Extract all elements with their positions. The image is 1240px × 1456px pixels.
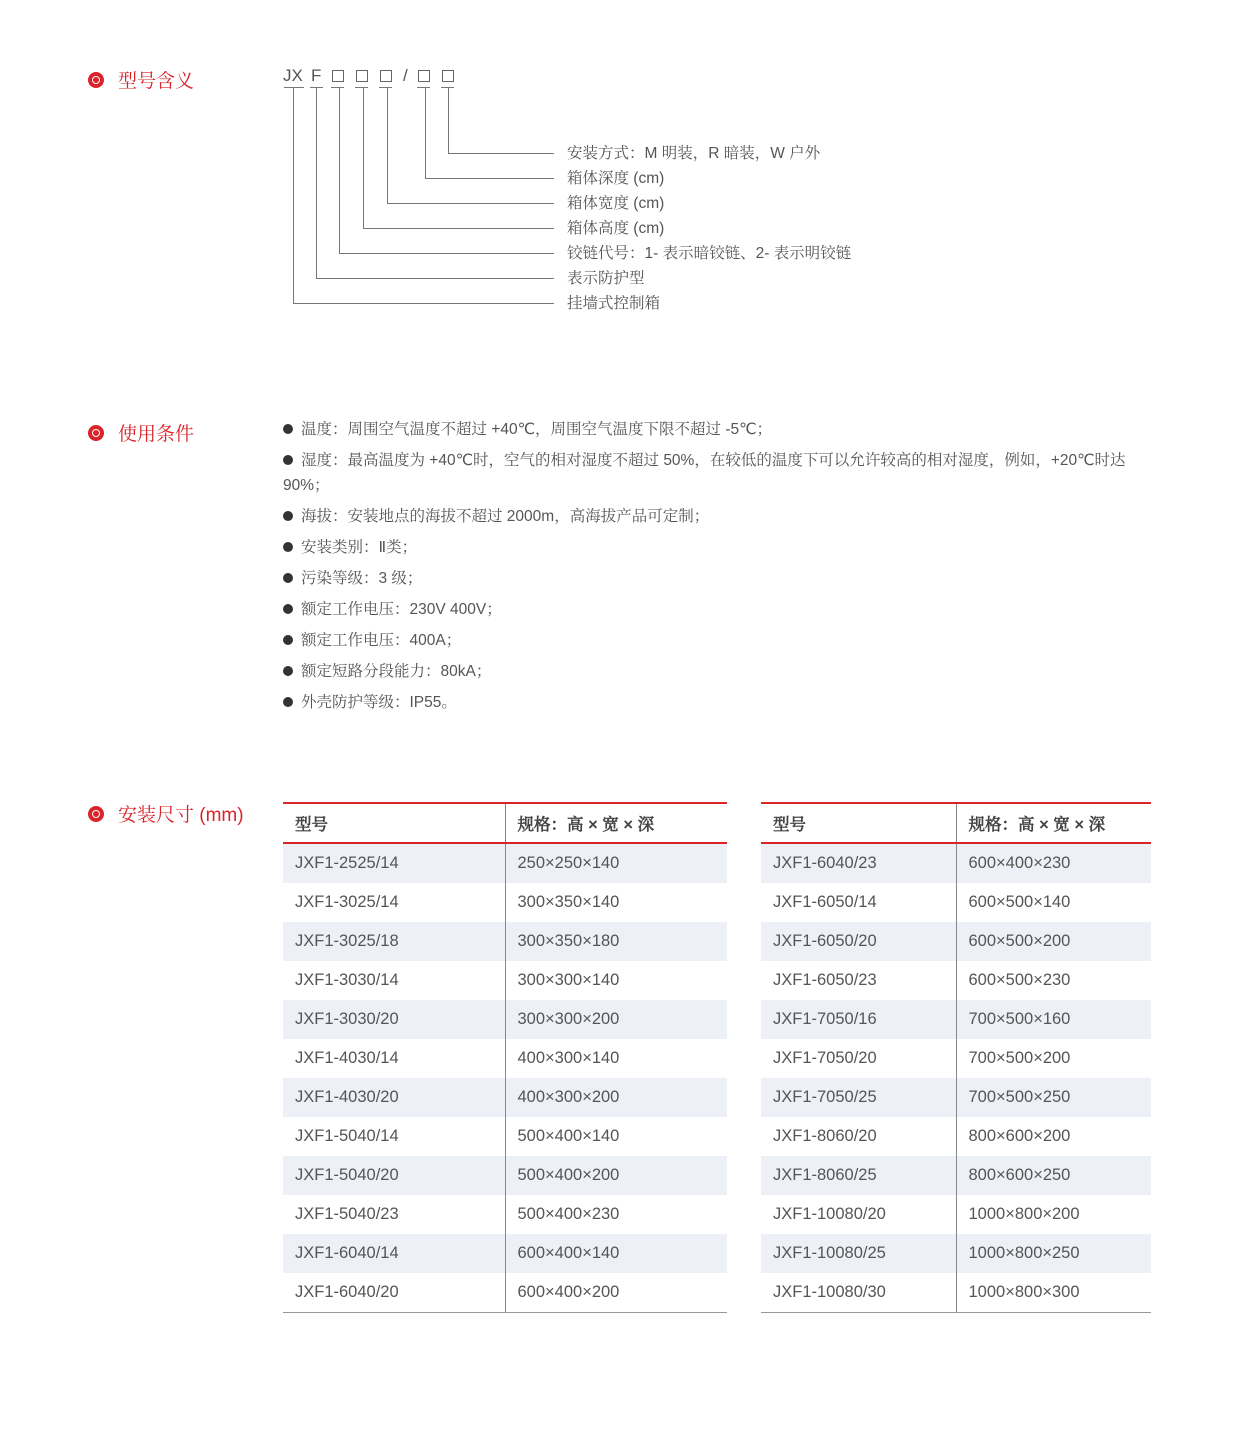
bullet-dot-icon (283, 511, 293, 521)
table-row (761, 883, 1151, 922)
bullet-dot-icon (283, 424, 293, 434)
table-row (283, 883, 727, 922)
dimensions-table-left (283, 802, 727, 1313)
condition-item: 额定工作电压：230V 400V； (283, 597, 1155, 622)
diagram-label-depth: 箱体深度 (cm) (567, 170, 665, 187)
leader-line (363, 88, 364, 228)
table-row (761, 1039, 1151, 1078)
cell-spec: 1000×800×250 (956, 1234, 1151, 1273)
cell-model: JXF1-5040/20 (283, 1156, 505, 1195)
cell-spec: 700×500×200 (968, 1049, 1071, 1067)
table-header-row (761, 803, 1151, 843)
cell-spec: 1000×800×200 (968, 1205, 1080, 1223)
cell-spec: 600×400×200 (505, 1273, 727, 1313)
cell-spec: 400×300×140 (517, 1049, 620, 1067)
cell-spec: 600×400×140 (505, 1234, 727, 1273)
leader-line (448, 88, 449, 153)
cell-model: JXF1-3025/14 (283, 883, 505, 922)
cell-spec: 600×500×200 (956, 922, 1151, 961)
leader-line (293, 303, 554, 304)
code-underline (355, 87, 368, 88)
table-body (761, 843, 1151, 1313)
table-row (761, 1156, 1151, 1195)
table-row (283, 1273, 727, 1313)
bullet-dot-icon (283, 573, 293, 583)
code-box-4 (418, 70, 430, 82)
bullet-dot-icon (283, 666, 293, 676)
leader-line (339, 253, 554, 254)
leader-line (425, 178, 554, 179)
leader-line (387, 88, 388, 203)
table-row (283, 1117, 727, 1156)
dimensions-table-right (761, 802, 1151, 1313)
diagram-label-hinge: 铰链代号：1- 表示暗铰链、2- 表示明铰链 (567, 245, 852, 262)
cell-spec: 1000×800×300 (956, 1273, 1151, 1313)
cell-model: JXF1-10080/25 (761, 1234, 956, 1273)
code-f: F (311, 66, 322, 85)
code-underline (284, 87, 304, 88)
code-box-3 (380, 70, 392, 82)
cell-spec: 500×400×230 (517, 1205, 620, 1223)
code-underline (379, 87, 392, 88)
table-row (283, 1156, 727, 1195)
leader-line (448, 153, 554, 154)
code-box-2 (356, 70, 368, 82)
table-row (761, 922, 1151, 961)
section-title-text: 安装尺寸 (mm) (118, 805, 244, 826)
diagram-label-width: 箱体宽度 (cm) (567, 195, 665, 212)
table-row (283, 961, 727, 1000)
cell-model: JXF1-10080/20 (761, 1195, 956, 1234)
table-row (283, 843, 727, 883)
cell-spec: 600×400×230 (956, 843, 1151, 883)
leader-line (293, 88, 294, 303)
section-title-conditions (88, 419, 194, 446)
table-row (283, 1078, 727, 1117)
section-bullet-icon (88, 806, 104, 822)
cell-spec: 500×400×140 (517, 1127, 620, 1145)
section-title-dimensions (88, 800, 244, 827)
cell-model: JXF1-2525/14 (283, 843, 505, 883)
bullet-dot-icon (283, 697, 293, 707)
cell-spec: 800×600×250 (956, 1156, 1151, 1195)
diagram-label-mounting: 安装方式：M 明装，R 暗装，W 户外 (567, 145, 821, 162)
table-row (761, 1195, 1151, 1234)
cell-spec: 400×300×200 (505, 1078, 727, 1117)
table-row (283, 1039, 727, 1078)
cell-model: JXF1-8060/25 (761, 1156, 956, 1195)
leader-line (316, 88, 317, 278)
bullet-dot-icon (283, 604, 293, 614)
cell-model: JXF1-3030/20 (283, 1000, 505, 1039)
leader-line (339, 88, 340, 253)
bullet-dot-icon (283, 455, 293, 465)
cell-model: JXF1-3025/18 (283, 922, 505, 961)
condition-item: 湿度：最高温度为 +40℃时，空气的相对湿度不超过 50%，在较低的温度下可以允许较高的相对湿度，例如，+20℃时达90%； (283, 452, 1126, 494)
column-header-model: 型号 (761, 803, 956, 843)
cell-spec: 500×400×200 (505, 1156, 727, 1195)
table-row (761, 1117, 1151, 1156)
code-underline (417, 87, 430, 88)
cell-model: JXF1-3030/14 (283, 961, 505, 1000)
section-bullet-icon (88, 72, 104, 88)
cell-model: JXF1-7050/25 (761, 1078, 956, 1117)
cell-model: JXF1-8060/20 (761, 1117, 956, 1156)
section-title-text: 型号含义 (118, 71, 195, 92)
cell-model: JXF1-5040/14 (283, 1117, 505, 1156)
table-row (761, 843, 1151, 883)
diagram-label-protection: 表示防护型 (567, 270, 645, 287)
column-header-spec: 规格：高 × 宽 × 深 (956, 803, 1151, 843)
cell-spec: 300×350×180 (505, 922, 727, 961)
code-slash: / (403, 66, 408, 85)
table-body (283, 843, 727, 1313)
condition-item: 外壳防护等级：IP55。 (283, 690, 1155, 715)
table-row (283, 922, 727, 961)
cell-model: JXF1-7050/20 (761, 1039, 956, 1078)
code-prefix: JX (283, 66, 303, 85)
cell-spec: 800×600×200 (968, 1127, 1071, 1145)
cell-spec: 300×350×140 (517, 893, 620, 911)
cell-spec: 250×250×140 (505, 843, 727, 883)
table-header-row (283, 803, 727, 843)
cell-model: JXF1-6050/20 (761, 922, 956, 961)
cell-spec: 600×500×230 (968, 971, 1071, 989)
column-header-model: 型号 (283, 803, 505, 843)
code-box-1 (332, 70, 344, 82)
section-title-model (88, 66, 194, 93)
code-box-5 (442, 70, 454, 82)
cell-model: JXF1-6040/20 (283, 1273, 505, 1313)
cell-model: JXF1-6040/14 (283, 1234, 505, 1273)
section-bullet-icon (88, 425, 104, 441)
condition-item: 污染等级：3 级； (283, 566, 1155, 591)
condition-item: 额定短路分段能力：80kA； (283, 659, 1155, 684)
cell-spec: 600×500×140 (968, 893, 1071, 911)
column-header-spec: 规格：高 × 宽 × 深 (505, 803, 727, 843)
cell-model: JXF1-10080/30 (761, 1273, 956, 1313)
condition-item: 额定工作电压：400A； (283, 628, 1155, 653)
bullet-dot-icon (283, 542, 293, 552)
table-row (761, 1078, 1151, 1117)
leader-line (363, 228, 554, 229)
diagram-label-wall-box: 挂墙式控制箱 (567, 295, 661, 312)
table-row (761, 1273, 1151, 1313)
condition-item: 安装类别：Ⅱ类； (283, 535, 1155, 560)
leader-line (387, 203, 554, 204)
code-underline (331, 87, 344, 88)
table-row (761, 961, 1151, 1000)
cell-model: JXF1-4030/14 (283, 1039, 505, 1078)
table-row (283, 1000, 727, 1039)
condition-item: 海拔：安装地点的海拔不超过 2000m，高海拔产品可定制； (283, 504, 1155, 529)
table-row (761, 1234, 1151, 1273)
bullet-dot-icon (283, 635, 293, 645)
table-row (283, 1195, 727, 1234)
cell-model: JXF1-5040/23 (283, 1195, 505, 1234)
leader-line (425, 88, 426, 178)
table-row (761, 1000, 1151, 1039)
cell-model: JXF1-6040/23 (761, 843, 956, 883)
diagram-label-height: 箱体高度 (cm) (567, 220, 665, 237)
cell-model: JXF1-4030/20 (283, 1078, 505, 1117)
cell-spec: 700×500×160 (956, 1000, 1151, 1039)
cell-model: JXF1-7050/16 (761, 1000, 956, 1039)
cell-model: JXF1-6050/23 (761, 961, 956, 1000)
cell-spec: 300×300×140 (517, 971, 620, 989)
table-row (283, 1234, 727, 1273)
cell-model: JXF1-6050/14 (761, 883, 956, 922)
leader-line (316, 278, 554, 279)
cell-spec: 300×300×200 (505, 1000, 727, 1039)
cell-spec: 700×500×250 (956, 1078, 1151, 1117)
section-title-text: 使用条件 (118, 424, 195, 445)
condition-item: 温度：周围空气温度不超过 +40℃，周围空气温度下限不超过 -5℃； (283, 417, 1155, 442)
